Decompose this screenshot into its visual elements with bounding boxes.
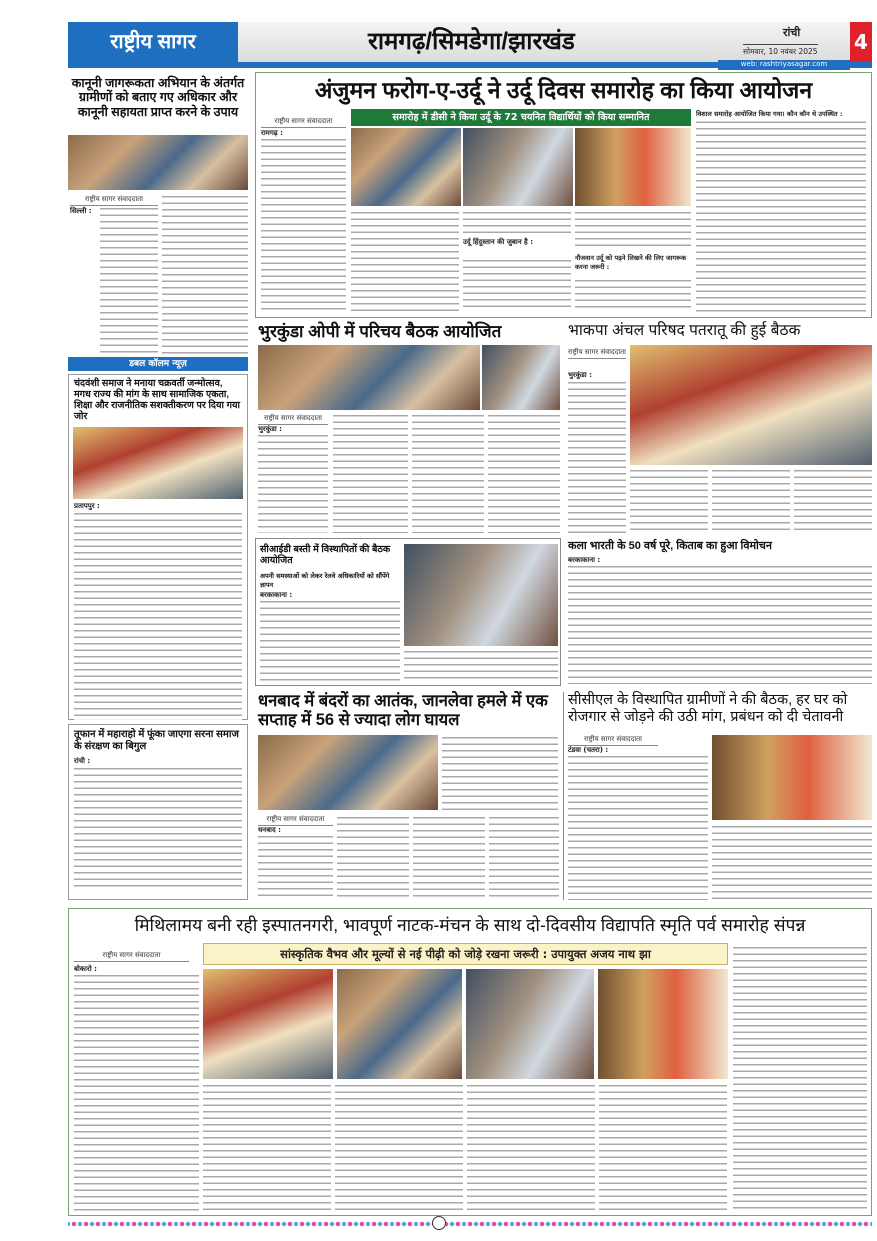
body-text — [467, 1083, 595, 1213]
row3-kicker: अपनी समस्याओं को लेकर रेलवे अधिकारियों को सौंपेंगे ज्ञापन — [260, 572, 390, 589]
left-story2-headline: चंदवंशी समाज ने मनाया चक्रवर्ती जन्मोत्सव, मगध राज्य की मांग के साथ सामाजिक एकता, शिक्षा और राजनीतिक सशक्तीकरण पर दिया गया जोर — [74, 378, 240, 422]
bottom-subhead — [203, 943, 728, 965]
body-text — [337, 815, 409, 900]
top-photo-3 — [575, 128, 691, 206]
top-story — [255, 72, 872, 318]
body-text — [568, 380, 626, 533]
subhead-text: समारोह में डीसी ने किया उर्दू के 72 चयनित विद्यार्थियों को किया सम्मानित — [392, 112, 650, 123]
row2-left-headline: भुरकुंडा ओपी में परिचय बैठक आयोजित — [258, 322, 502, 341]
dateline: प्रतापपुर : — [74, 501, 100, 510]
byline: राष्ट्रीय सागर संवाददाता — [568, 348, 626, 359]
body-text — [794, 468, 872, 533]
body-text — [333, 413, 408, 533]
body-text — [488, 413, 560, 533]
body-text — [162, 194, 248, 356]
left-story2-photo — [73, 427, 243, 499]
body-text — [203, 1083, 331, 1213]
row4-left-headline: धनबाद में बंदरों का आतंक, जानलेवा हमले में एक सप्ताह में 56 से ज्यादा लोग घायल — [258, 692, 548, 729]
body-text — [412, 413, 484, 533]
body-text — [733, 945, 867, 1213]
body-text — [575, 210, 691, 250]
section-label — [68, 357, 248, 371]
row2-left-photo-2 — [482, 345, 560, 410]
body-text — [442, 735, 558, 810]
body-text — [335, 1083, 463, 1213]
website: web: rashtriyasagar.com — [718, 60, 850, 70]
left-story1-headline: कानूनी जागरूकता अभियान के अंतर्गत ग्रामीणों को बताए गए अधिकार और कानूनी सहायता प्राप्त करने के उपाय — [71, 76, 245, 119]
byline: राष्ट्रीय सागर संवाददाता — [261, 117, 346, 128]
dateline: टंडवा (चतरा) : — [568, 746, 609, 754]
body-text — [568, 564, 872, 684]
left-story1-photo — [68, 135, 248, 190]
left-story3 — [68, 724, 248, 900]
body-text — [261, 137, 346, 312]
bottom-photo-2 — [337, 969, 462, 1079]
row3-left-story — [255, 538, 561, 686]
body-text — [351, 210, 459, 312]
city: रांची — [783, 26, 801, 39]
section-label-text: डबल कॉलम न्यूज़ — [129, 359, 187, 369]
body-text — [712, 824, 872, 900]
subhead-2: नौजवान उर्दू को पढ़ने लिखने की लिए जागरूक करना जरूरी : — [575, 254, 687, 271]
date: सोमवार, 10 नवंबर 2025 — [743, 44, 818, 57]
body-text — [258, 433, 328, 533]
byline: राष्ट्रीय सागर संवाददाता — [74, 951, 189, 962]
dateline: बोकारो : — [74, 965, 97, 973]
top-story-subhead — [351, 109, 691, 126]
row4-left-photo — [258, 735, 438, 810]
registration-mark-icon — [432, 1216, 446, 1230]
body-text — [696, 113, 866, 312]
top-story-headline: अंजुमन फरोग-ए-उर्दू ने उर्दू दिवस समारोह का किया आयोजन — [314, 77, 813, 103]
dateline: बरकाकाना : — [260, 591, 293, 599]
row2-left-photo — [258, 345, 480, 410]
body-text — [404, 649, 558, 683]
byline: राष्ट्रीय सागर संवाददाता — [568, 735, 658, 746]
subhead-1: उर्दू हिंदुस्तान की जुबान है : — [463, 238, 533, 246]
bottom-photo-4 — [598, 969, 728, 1079]
subhead-text: सांस्कृतिक वैभव और मूल्यों से नई पीढ़ी को जोड़े रखना जरूरी : उपायुक्त अजय नाथ झा — [280, 947, 651, 961]
side-intro: विशाल समारोह आयोजित किया गया। कौन कौन थे उपस्थित : — [696, 109, 866, 118]
body-text — [463, 258, 571, 312]
dateline: बरकाकाना : — [568, 556, 601, 564]
left-story3-headline: तूफान में महाराहो में फूंका जाएगा सरना समाज के संरक्षण का बिगुल — [74, 729, 239, 752]
bottom-headline: मिथिलामय बनी रही इस्पातनगरी, भावपूर्ण नाटक-मंचन के साथ दो-दिवसीय विद्यापति स्मृति पर्व समारोह संपन्न — [134, 915, 806, 935]
body-text — [712, 468, 790, 533]
row2-right-photo — [630, 345, 872, 465]
body-text — [413, 815, 485, 900]
byline: राष्ट्रीय सागर संवाददाता — [258, 414, 328, 425]
bottom-story — [68, 908, 872, 1216]
body-text — [74, 766, 242, 891]
body-text — [463, 210, 571, 236]
body-text — [630, 468, 708, 533]
dateline: भुरकुंडा : — [568, 371, 592, 379]
edition-title: रामगढ़/सिमडेगा/झारखंड — [368, 28, 575, 55]
page-number: 4 — [850, 22, 872, 62]
left-story2 — [68, 374, 248, 720]
dateline: भुरकुंडा : — [258, 425, 282, 433]
body-text — [74, 511, 242, 721]
body-text — [100, 206, 158, 356]
body-text — [568, 754, 708, 900]
dateline: सिल्ली : — [70, 207, 92, 215]
bottom-photo-1 — [203, 969, 333, 1079]
byline: राष्ट्रीय सागर संवाददाता — [258, 815, 333, 826]
divider — [563, 692, 564, 900]
row3-right-headline: कला भारती के 50 वर्ष पूरे, किताब का हुआ विमोचन — [568, 540, 772, 552]
top-photo-1 — [351, 128, 461, 206]
row3-left-headline: सीआईडी बस्ती में विस्थापितों की बैठक आयोजित — [260, 544, 391, 566]
dateline: धनबाद : — [258, 826, 281, 834]
masthead — [68, 22, 872, 70]
byline: राष्ट्रीय सागर संवाददाता — [70, 195, 158, 206]
body-text — [599, 1083, 727, 1213]
body-text — [74, 973, 199, 1213]
row3-left-photo — [404, 544, 558, 646]
body-text — [575, 278, 691, 312]
footer-color-strip — [68, 1220, 872, 1228]
row4-right-headline: सीसीएल के विस्थापित ग्रामीणों ने की बैठक, हर घर को रोजगार से जोड़ने की उठी मांग, प्रबंधन को दी चेतावनी — [568, 692, 848, 725]
row4-right-photo — [712, 735, 872, 820]
brand-name: राष्ट्रीय सागर — [110, 30, 196, 53]
row2-right-headline: भाकपा अंचल परिषद पतरातू की हुई बैठक — [568, 322, 801, 339]
bottom-photo-3 — [466, 969, 594, 1079]
dateline: रांची : — [74, 757, 91, 765]
body-text — [260, 599, 400, 683]
body-text — [489, 815, 559, 900]
top-photo-2 — [463, 128, 573, 206]
body-text — [258, 834, 333, 900]
dateline: रामगढ़ : — [261, 129, 283, 137]
